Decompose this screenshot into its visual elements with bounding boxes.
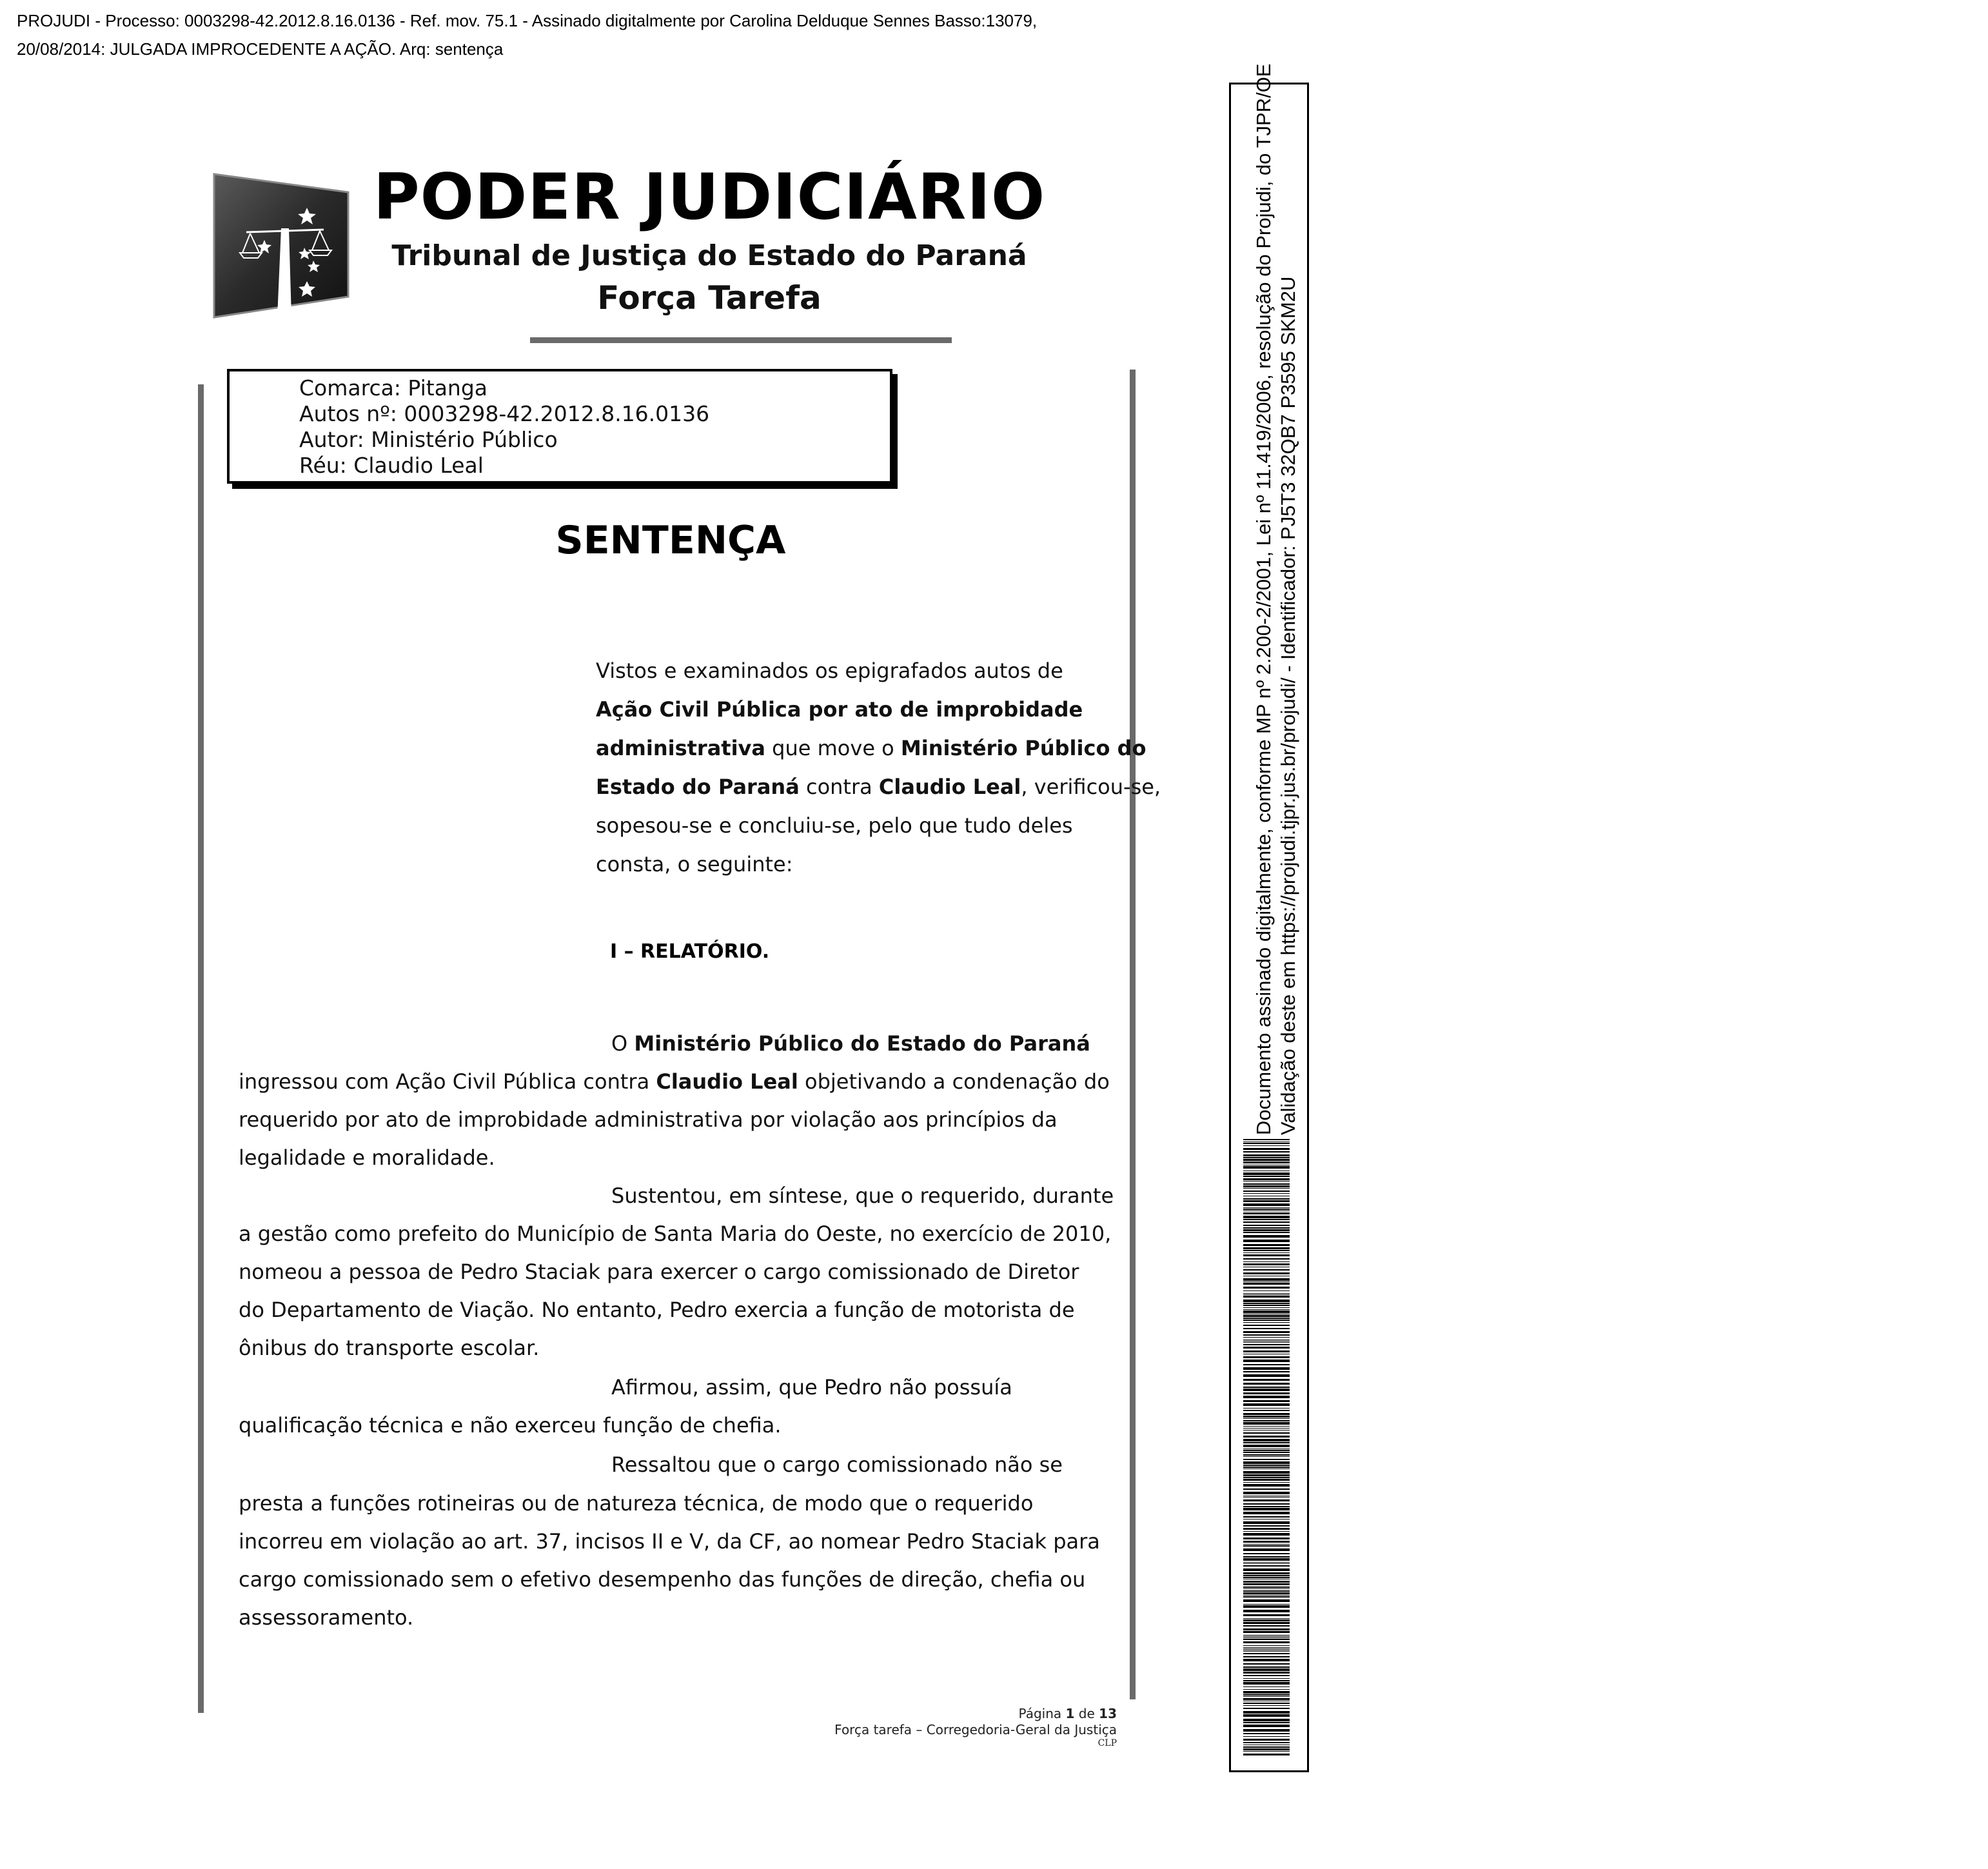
intro-line-2: Ação Civil Pública por ato de improbidade [596, 697, 1083, 722]
p2-line-3: nomeou a pessoa de Pedro Staciak para exercer o cargo comissionado de Diretor [239, 1260, 1079, 1284]
stamp-line-2: 20/08/2014: JULGADA IMPROCEDENTE A AÇÃO. Arq: sentença [17, 39, 504, 59]
intro-line-1: Vistos e examinados os epigrafados autos de [596, 658, 1063, 683]
intro-line-5: sopesou-se e concluiu-se, pelo que tudo deles [596, 813, 1073, 838]
p1-line-1: O Ministério Público do Estado do Paraná [611, 1031, 1090, 1056]
p2-line-5: ônibus do transporte escolar. [239, 1336, 540, 1360]
header-unit: Força Tarefa [597, 279, 822, 317]
signature-line-1: Documento assinado digitalmente, conforme MP nº 2.200-2/2001, Lei nº 11.419/2006, resolução do Projudi, do TJPR/OE [1252, 63, 1275, 1135]
p4-line-3: incorreu em violação ao art. 37, incisos II e V, da CF, ao nomear Pedro Staciak para [239, 1529, 1100, 1554]
barcode-icon [1243, 1139, 1290, 1754]
intro-line-6: consta, o seguinte: [596, 852, 793, 876]
p1-line-3: requerido por ato de improbidade administrativa por violação aos princípios da [239, 1107, 1058, 1132]
header-subtitle: Tribunal de Justiça do Estado do Paraná [391, 239, 1027, 272]
footer-code: CLP [1097, 1738, 1117, 1748]
p4-line-2: presta a funções rotineiras ou de natureza técnica, de modo que o requerido [239, 1491, 1034, 1516]
digital-signature-text [1252, 64, 1301, 1135]
case-comarca: Comarca: Pitanga [299, 375, 488, 400]
p4-line-4: cargo comissionado sem o efetivo desempenho das funções de direção, chefia ou [239, 1567, 1086, 1592]
case-autor: Autor: Ministério Público [299, 427, 558, 452]
left-margin-bar [198, 384, 204, 1713]
p1-line-4: legalidade e moralidade. [239, 1145, 495, 1170]
header-title: PODER JUDICIÁRIO [373, 161, 1046, 234]
intro-line-3: administrativa que move o Ministério Público do [596, 736, 1147, 760]
p2-line-4: do Departamento de Viação. No entanto, Pedro exercia a função de motorista de [239, 1298, 1075, 1322]
case-autos: Autos nº: 0003298-42.2012.8.16.0136 [299, 401, 710, 426]
stamp-line-1: PROJUDI - Processo: 0003298-42.2012.8.16.0136 - Ref. mov. 75.1 - Assinado digitalmente por Carolina Delduque Sennes Basso:13079, [17, 11, 1038, 30]
projudi-stamp [17, 6, 1242, 63]
case-reu: Réu: Claudio Leal [299, 453, 484, 478]
tribunal-logo-icon [210, 170, 352, 319]
intro-line-4: Estado do Paraná contra Claudio Leal, verificou-se, [596, 775, 1161, 799]
p3-line-2: qualificação técnica e não exerceu função de chefia. [239, 1413, 782, 1438]
page-number: Página 1 de 13 [1018, 1706, 1117, 1721]
footer-organization: Força tarefa – Corregedoria-Geral da Justiça [834, 1722, 1117, 1737]
p1-line-2: ingressou com Ação Civil Pública contra Claudio Leal objetivando a condenação do [239, 1069, 1110, 1094]
p2-line-1: Sustentou, em síntese, que o requerido, durante [611, 1183, 1114, 1208]
header-divider [530, 337, 952, 343]
p4-line-5: assessoramento. [239, 1605, 414, 1630]
case-info-box [227, 369, 892, 484]
right-margin-bar [1130, 370, 1136, 1699]
signature-line-2: Validação deste em https://projudi.tjpr.jus.br/projudi/ - Identificador: PJ5T3 32QB7 P3595 SKM2U [1277, 276, 1299, 1135]
p3-line-1: Afirmou, assim, que Pedro não possuía [611, 1375, 1012, 1399]
section-heading: I – RELATÓRIO. [610, 940, 770, 963]
p4-line-1: Ressaltou que o cargo comissionado não se [611, 1452, 1063, 1477]
p2-line-2: a gestão como prefeito do Município de Santa Maria do Oeste, no exercício de 2010, [239, 1221, 1112, 1246]
document-title: SENTENÇA [555, 518, 786, 563]
